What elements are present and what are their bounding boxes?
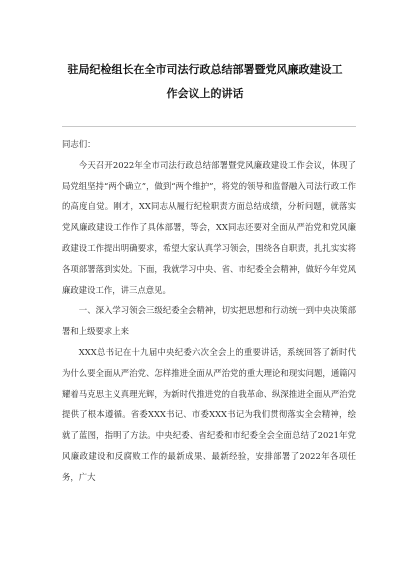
title-line-2: 作会议上的讲话 <box>166 87 244 100</box>
title-line-1: 驻局纪检组长在全市司法行政总结部署暨党风廉政建设工 <box>67 63 343 76</box>
salutation: 同志们： <box>62 139 96 149</box>
paragraph-opening: 今天召开2022年全市司法行政总结部署暨党风廉政建设工作会议，体现了局党组坚持“两个确立”，做到“两个维护”，将党的领导和监督融入司法行政工作的高度自觉。刚才，XX同志从履行纪检职责方面总结成绩，分析问题，就落实党风廉政建设工作作了具体部署，等会，XX同志还要对全面从严治党和党风廉政建设工作提出明确要求，希望大家认真学习领会，围绕各自职责，扎扎实实将各项部署落到实处。下面，我就学习中央、省、市纪委全会精神，做好今年党风廉政建设工作，讲三点意见。 <box>62 159 356 295</box>
section-heading-1: 一、深入学习领会三级纪委全会精神，切实把思想和行动统一到中央决策部署和上级要求上来 <box>62 305 356 337</box>
document-title <box>40 58 370 106</box>
paragraph-section-1: XXX总书记在十九届中央纪委六次全会上的重要讲话，系统回答了新时代为什么要全面从严治党、怎样推进全面从严治党的重大理论和现实问题，通篇闪耀着马克思主义真理光辉，为新时代推进党的自我革命、纵深推进全面从严治党提供了根本遵循。省委XXX书记、市委XXX书记为我们贯彻落实全会精神，绘就了蓝图，指明了方法。中央纪委、省纪委和市纪委全会全面总结了2021年党风廉政建设和反腐败工作的最新成果、最新经验，安排部署了2022年各项任务，广大 <box>62 346 356 482</box>
document-body <box>62 134 356 488</box>
divider <box>62 126 356 127</box>
